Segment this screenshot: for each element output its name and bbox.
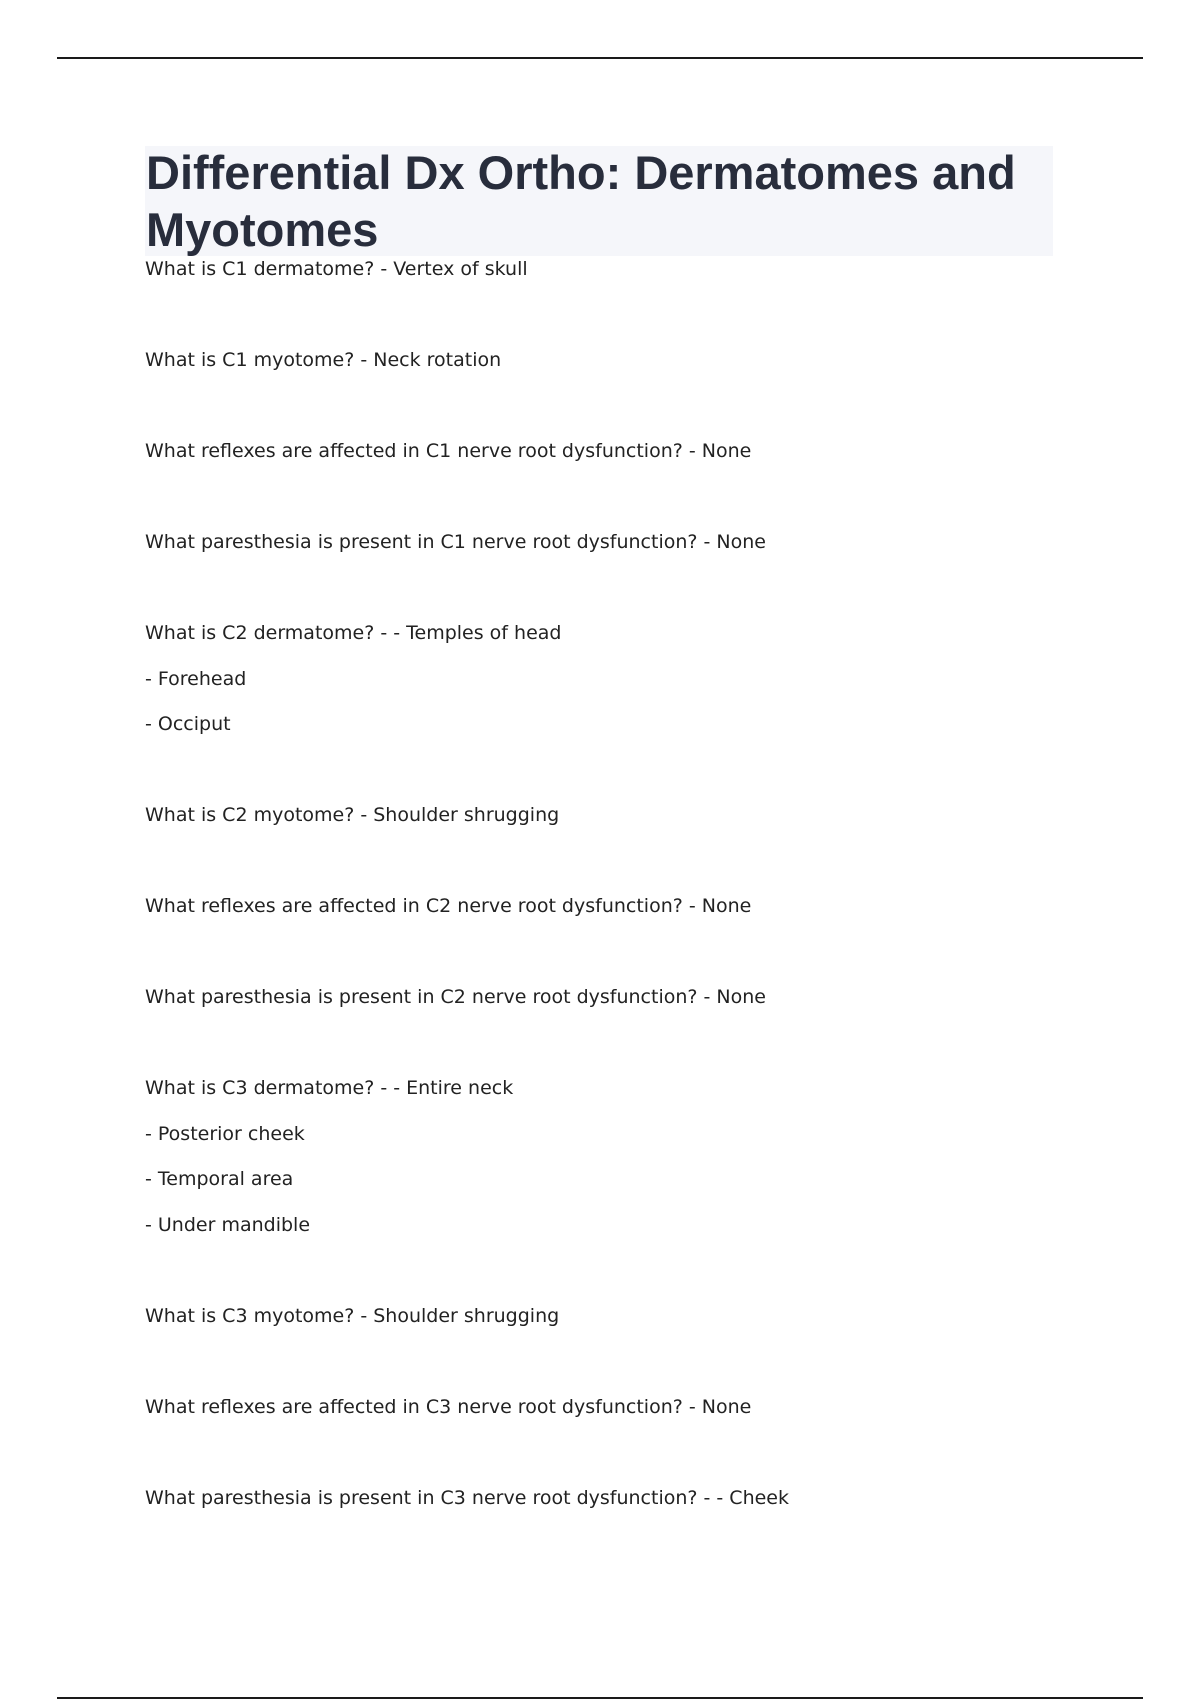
qa-line: What reflexes are affected in C1 nerve root dysfunction? - None xyxy=(145,440,752,462)
qa-line: What is C3 myotome? - Shoulder shrugging xyxy=(145,1305,560,1327)
qa-line: What is C3 dermatome? - - Entire neck xyxy=(145,1077,514,1099)
qa-line: What reflexes are affected in C2 nerve root dysfunction? - None xyxy=(145,895,752,917)
qa-line: - Occiput xyxy=(145,713,231,735)
qa-line: What paresthesia is present in C1 nerve root dysfunction? - None xyxy=(145,531,766,553)
qa-line: - Forehead xyxy=(145,668,247,690)
qa-line: What paresthesia is present in C2 nerve root dysfunction? - None xyxy=(145,986,766,1008)
qa-line: What is C2 dermatome? - - Temples of head xyxy=(145,622,562,644)
qa-line: What is C2 myotome? - Shoulder shrugging xyxy=(145,804,560,826)
qa-line: What paresthesia is present in C3 nerve root dysfunction? - - Cheek xyxy=(145,1487,789,1509)
qa-line: - Temporal area xyxy=(145,1168,294,1190)
document-title: Differential Dx Ortho: Dermatomes and Myotomes xyxy=(146,146,1016,256)
bottom-rule xyxy=(57,1697,1143,1699)
qa-line: - Posterior cheek xyxy=(145,1123,305,1145)
qa-line: What is C1 dermatome? - Vertex of skull xyxy=(145,258,528,280)
qa-line: What is C1 myotome? - Neck rotation xyxy=(145,349,502,371)
qa-line: What reflexes are affected in C3 nerve root dysfunction? - None xyxy=(145,1396,752,1418)
qa-line: - Under mandible xyxy=(145,1214,311,1236)
top-rule xyxy=(57,57,1143,59)
